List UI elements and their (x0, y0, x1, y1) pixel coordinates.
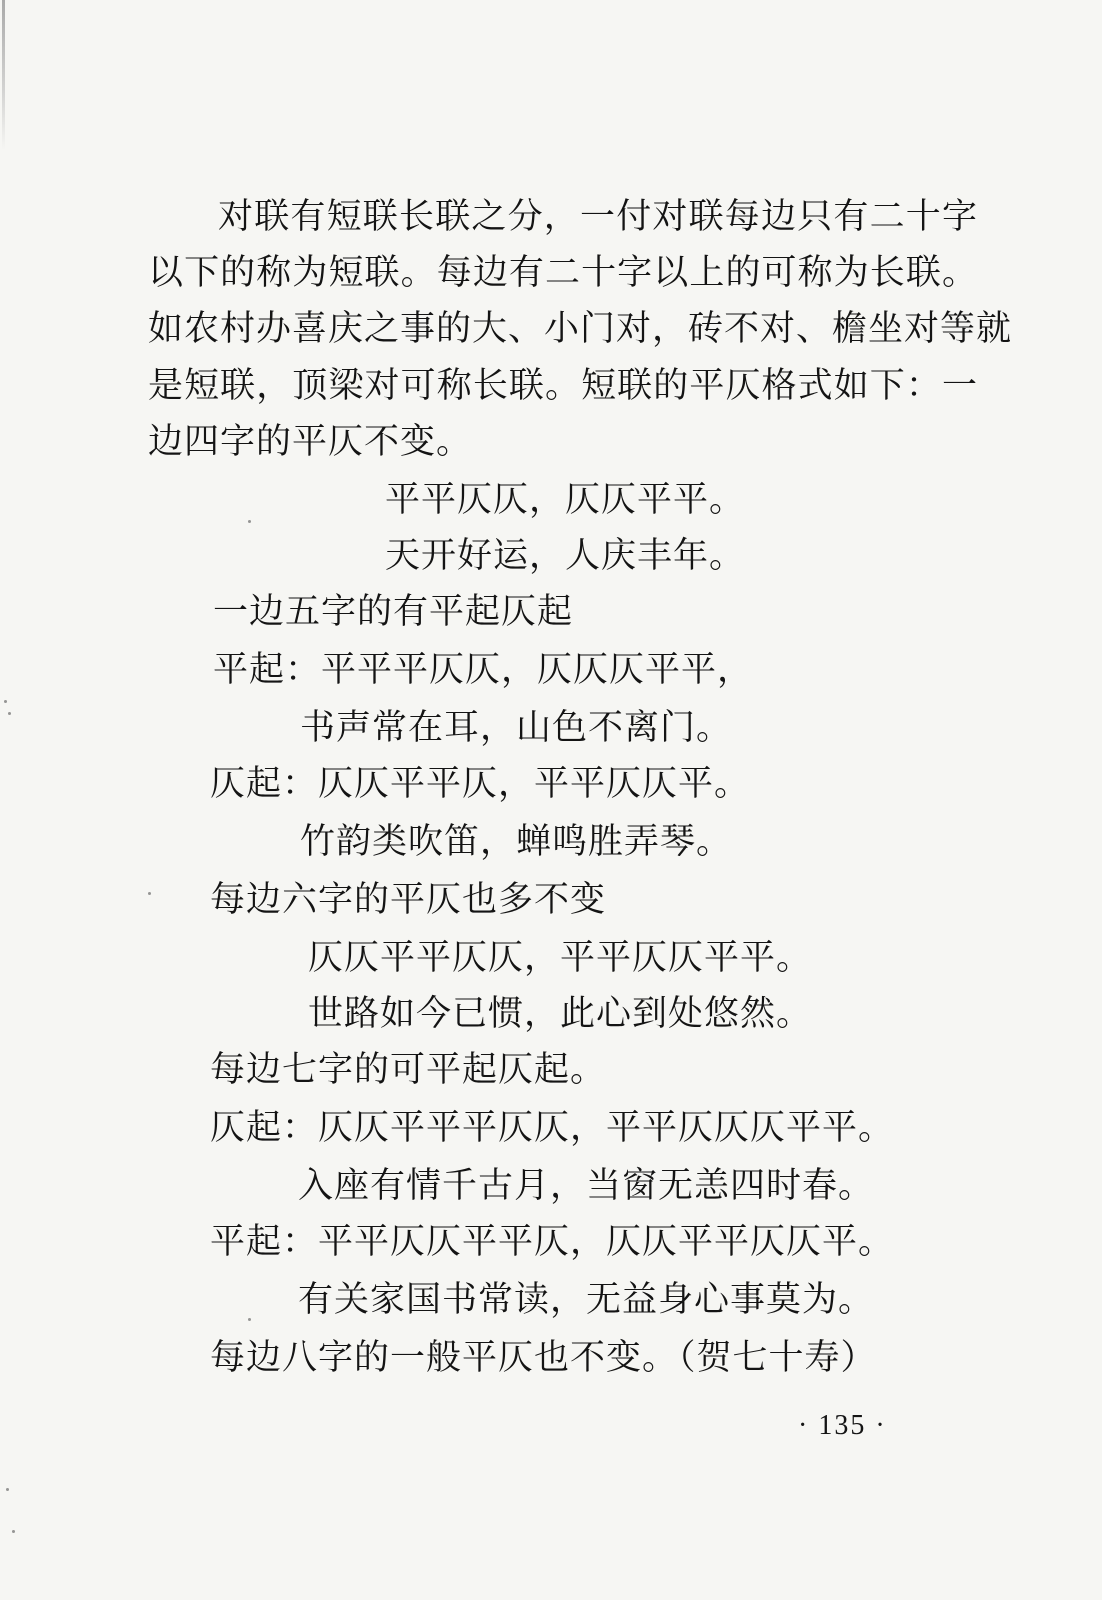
scan-speck (6, 1488, 9, 1491)
page-number: · 135 · (798, 1410, 887, 1441)
scan-speck (8, 712, 11, 715)
six-char-heading: 每边六字的平仄也多不变 (210, 880, 607, 920)
five-char-ze-pattern: 仄起：仄仄平平仄，平平仄仄平。 (210, 764, 751, 804)
scan-edge-mark (2, 0, 5, 150)
paragraph-line-5: 边四字的平仄不变。 (148, 422, 473, 462)
five-char-ping-pattern: 平起：平平平仄仄，仄仄仄平平， (213, 650, 754, 690)
scan-speck (4, 700, 7, 703)
six-char-example: 世路如今已惯，此心到处悠然。 (308, 994, 813, 1034)
four-char-pattern: 平平仄仄，仄仄平平。 (385, 480, 746, 520)
six-char-pattern: 仄仄平平仄仄，平平仄仄平平。 (308, 938, 813, 978)
seven-char-ping-example: 有关家国书常读，无益身心事莫为。 (298, 1280, 875, 1320)
scan-speck (248, 520, 251, 523)
paragraph-line-1: 对联有短联长联之分，一付对联每边只有二十字 (218, 197, 978, 237)
paragraph-line-2: 以下的称为短联。每边有二十字以上的可称为长联。 (148, 253, 978, 293)
seven-char-ze-example: 入座有情千古月，当窗无恙四时春。 (298, 1166, 875, 1206)
seven-char-ping-pattern: 平起：平平仄仄平平仄，仄仄平平仄仄平。 (210, 1222, 895, 1262)
paragraph-line-4: 是短联，顶梁对可称长联。短联的平仄格式如下：一 (148, 366, 978, 406)
seven-char-ze-pattern: 仄起：仄仄平平平仄仄，平平仄仄仄平平。 (210, 1108, 895, 1148)
paragraph-line-3: 如农村办喜庆之事的大、小门对，砖不对、檐坐对等就 (148, 309, 1013, 349)
seven-char-heading: 每边七字的可平起仄起。 (210, 1050, 607, 1090)
five-char-heading: 一边五字的有平起仄起 (213, 592, 574, 632)
eight-char-heading: 每边八字的一般平仄也不变。（贺七十寿） (210, 1338, 877, 1378)
scan-speck (12, 1530, 15, 1533)
four-char-example: 天开好运，人庆丰年。 (385, 536, 746, 576)
scan-speck (248, 1318, 251, 1321)
scan-speck (148, 892, 151, 895)
five-char-ping-example: 书声常在耳，山色不离门。 (300, 708, 733, 748)
five-char-ze-example: 竹韵类吹笛，蝉鸣胜弄琴。 (300, 822, 733, 862)
